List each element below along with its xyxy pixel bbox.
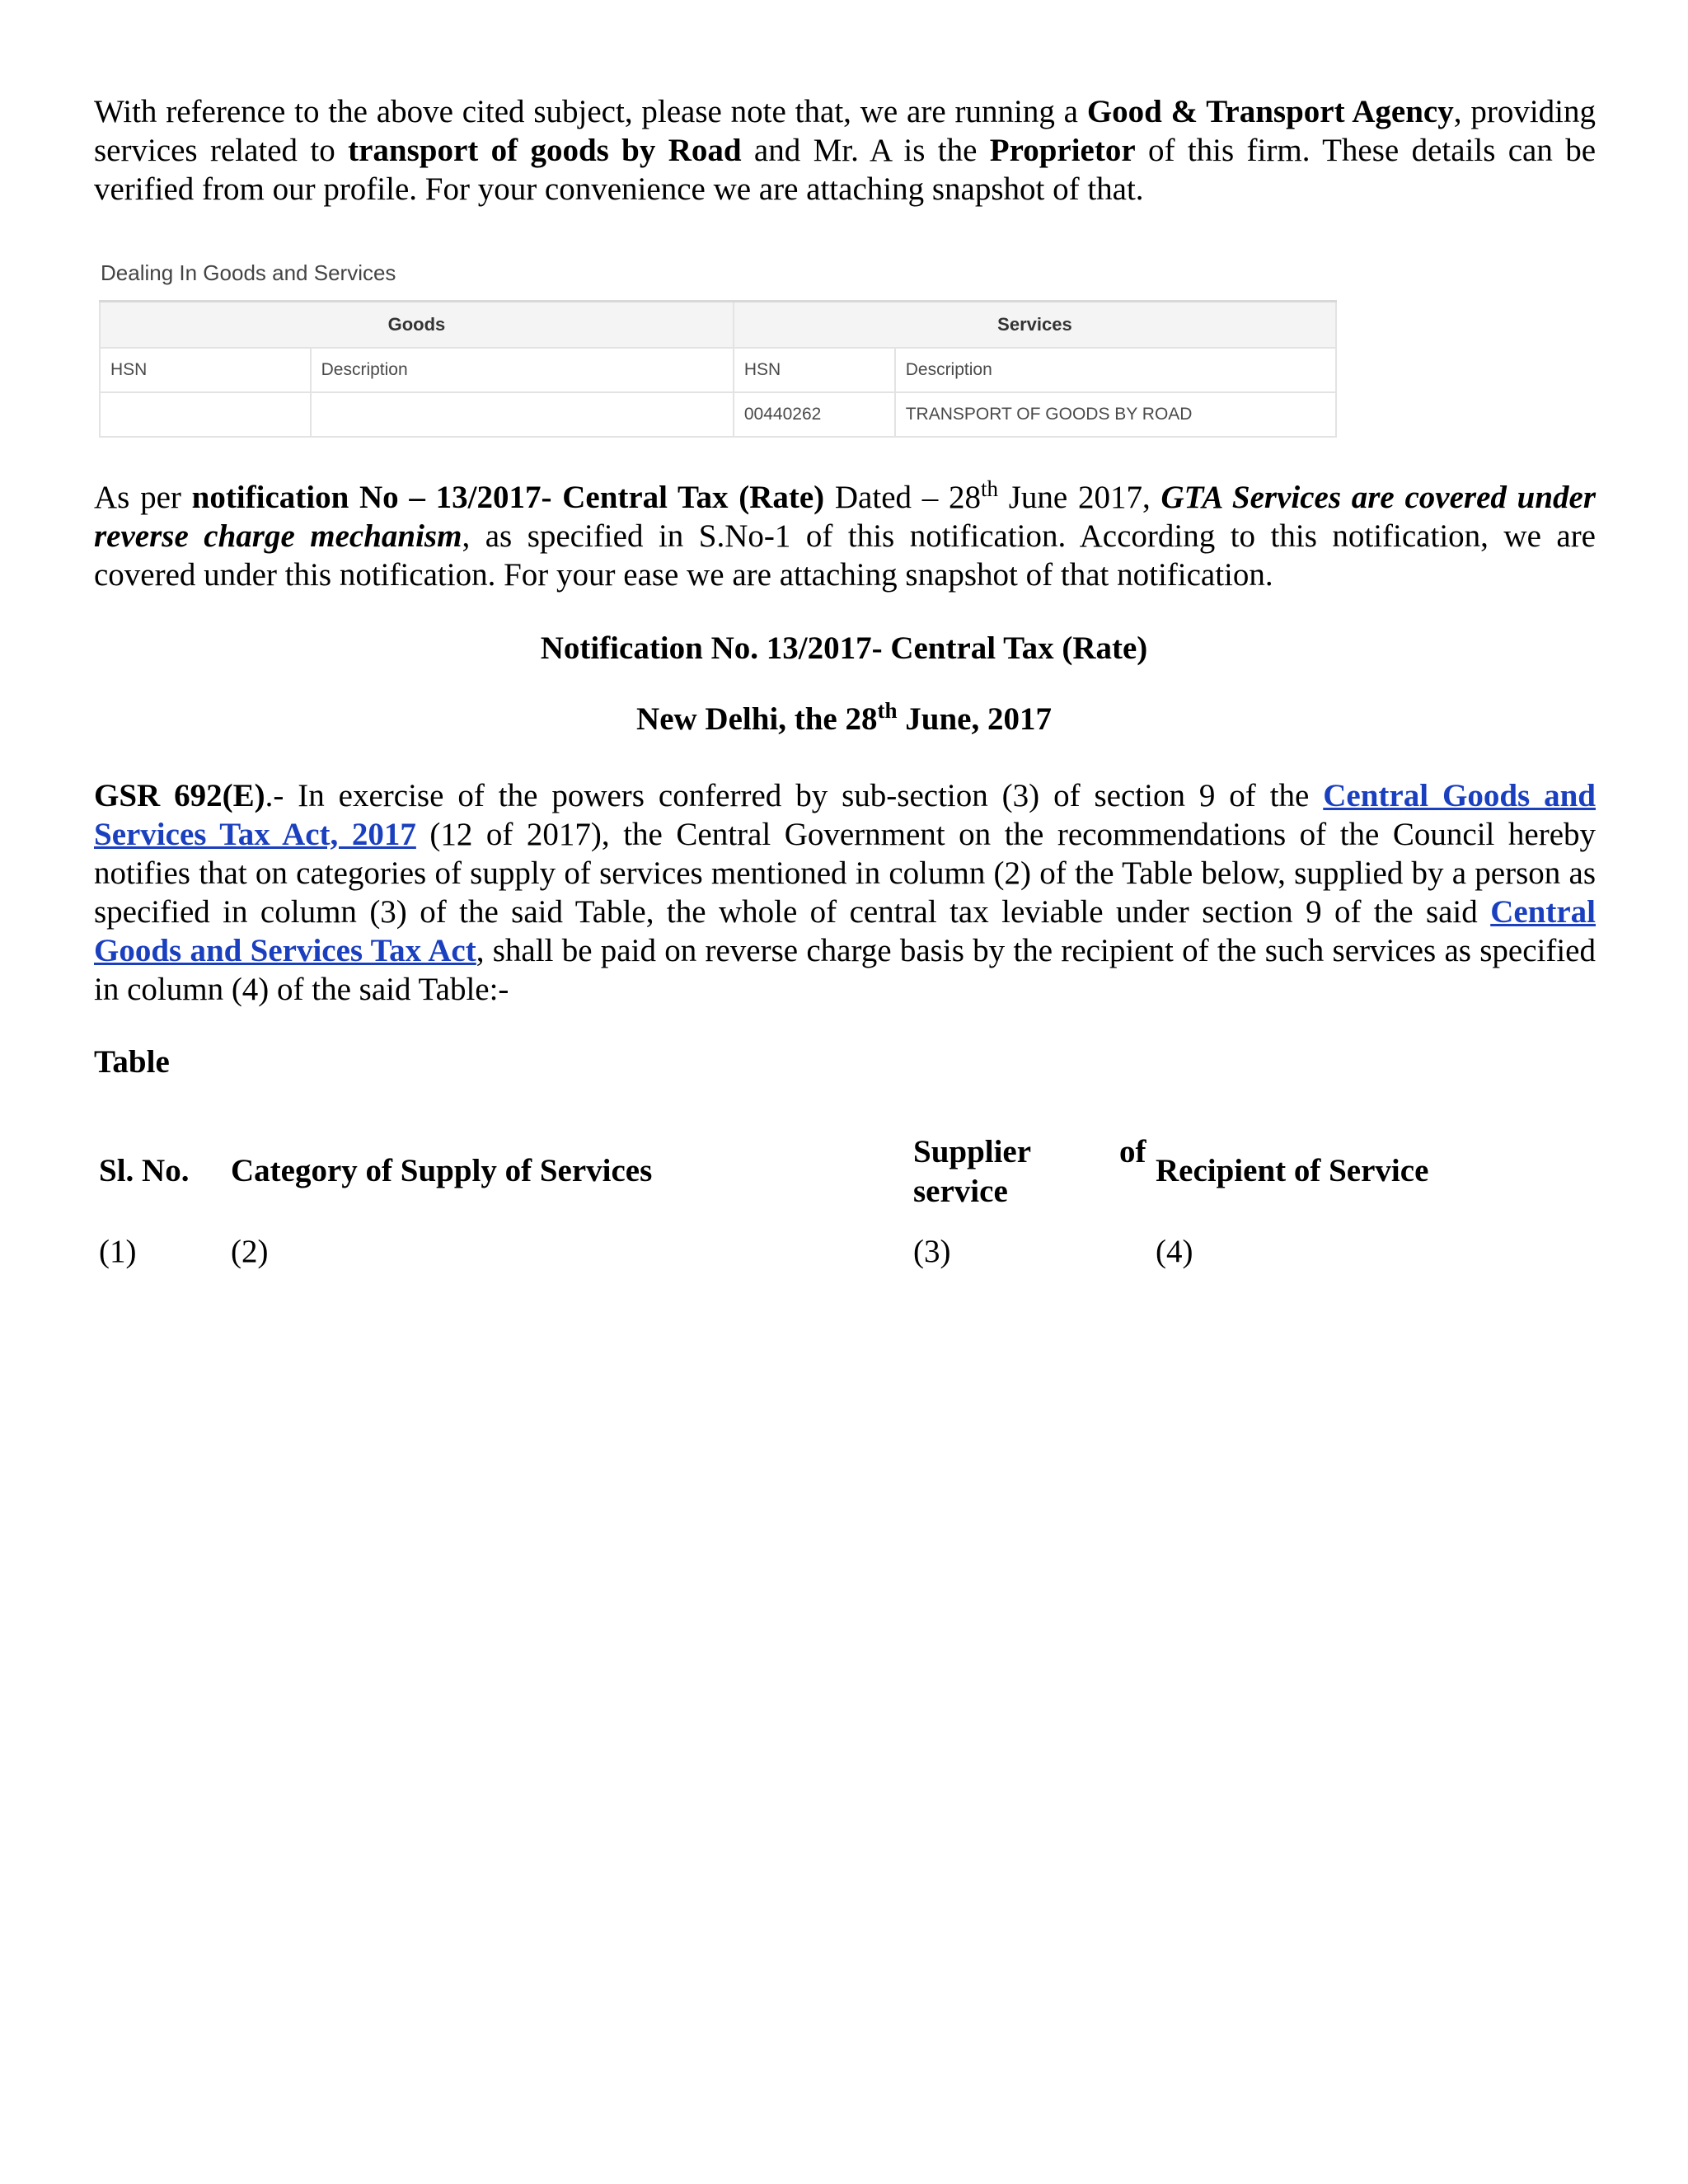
goods-hsn-cell: [100, 392, 311, 437]
col-header-sl-no: Sl. No.: [99, 1153, 190, 1188]
date-suffix: th: [877, 698, 898, 723]
intro-text-1: With reference to the above cited subject, please note that, we are running a: [94, 94, 1087, 129]
gsr-paragraph: [94, 776, 1596, 1009]
intro-text-4: of this firm. These details can be verified from our profile. For your convenience we are attaching snapshot of that.: [94, 133, 1597, 207]
services-description-header: Description: [895, 348, 1336, 392]
ref-text-2: Dated – 28: [824, 480, 981, 515]
services-description-cell: TRANSPORT OF GOODS BY ROAD: [895, 392, 1336, 437]
gsr-text-1: .- In exercise of the powers conferred by sub-section (3) of section 9 of the: [265, 778, 1324, 813]
profile-snapshot: [99, 257, 1337, 447]
col-number-2: (2): [231, 1234, 269, 1269]
ref-text-3: June 2017,: [998, 480, 1161, 515]
gsr-text-2: (12 of 2017), the Central Government on the recommendations of the Council hereby notifies that on categories of supply of services mentioned in column (2) of the Table below, supplied by a person as specified in column (3) of the said Table, the whole of central tax leviable under section 9 of the said: [94, 817, 1597, 930]
services-hsn-cell: 00440262: [734, 392, 895, 437]
intro-text-3: and Mr. A is the: [741, 133, 990, 168]
col-header-of: of: [1119, 1134, 1146, 1169]
col-header-category: Category of Supply of Services: [231, 1153, 653, 1188]
gta-rcm-statement: GTA Services are covered under reverse charge mechanism: [94, 480, 1597, 554]
goods-description-cell: [311, 392, 734, 437]
col-number-4: (4): [1156, 1234, 1193, 1269]
goods-description-header: Description: [311, 348, 734, 392]
col-number-1: (1): [99, 1234, 137, 1269]
date-prefix: New Delhi, the 28: [636, 701, 878, 737]
services-header: Services: [734, 302, 1336, 349]
intro-text-2: , providing services related to: [94, 94, 1596, 168]
intro-paragraph: [94, 92, 1596, 209]
date-postfix: June, 2017: [897, 701, 1052, 737]
notification-title: Notification No. 13/2017- Central Tax (Rate): [540, 630, 1148, 666]
col-header-recipient: Recipient of Service: [1156, 1153, 1429, 1188]
goods-hsn-header: HSN: [100, 348, 311, 392]
table-heading: Table: [94, 1044, 170, 1080]
snapshot-title: Dealing In Goods and Services: [101, 260, 396, 285]
proprietor-role: Proprietor: [989, 133, 1136, 168]
ref-text-1: As per: [94, 480, 192, 515]
notification-reference-paragraph: [94, 478, 1596, 594]
goods-header: Goods: [100, 302, 734, 349]
col-number-3: (3): [913, 1234, 951, 1269]
services-hsn-header: HSN: [734, 348, 895, 392]
cgst-act-link[interactable]: Central Goods and Services Tax Act: [94, 894, 1596, 968]
notification-reference: notification No – 13/2017- Central Tax (Rate): [191, 480, 825, 515]
agency-type: Good & Transport Agency: [1086, 94, 1454, 129]
gsr-text-3: , shall be paid on reverse charge basis by the recipient of the such services as specified in column (4) of the said Table:-: [94, 933, 1596, 1007]
service-type: transport of goods by Road: [348, 133, 742, 168]
goods-services-table: [99, 300, 1337, 438]
col-header-service: service: [913, 1174, 1008, 1209]
gsr-number: GSR 692(E): [94, 778, 265, 813]
notification-date: [0, 698, 1688, 738]
cgst-act-2017-link[interactable]: Central Goods and Services Tax Act, 2017: [94, 778, 1596, 852]
ref-date-suffix: th: [981, 476, 999, 501]
col-header-supplier: Supplier: [913, 1134, 1032, 1169]
ref-text-4: , as specified in S.No-1 of this notification. According to this notification, we are covered under this notification. For your ease we are attaching snapshot of that notification.: [94, 518, 1596, 593]
